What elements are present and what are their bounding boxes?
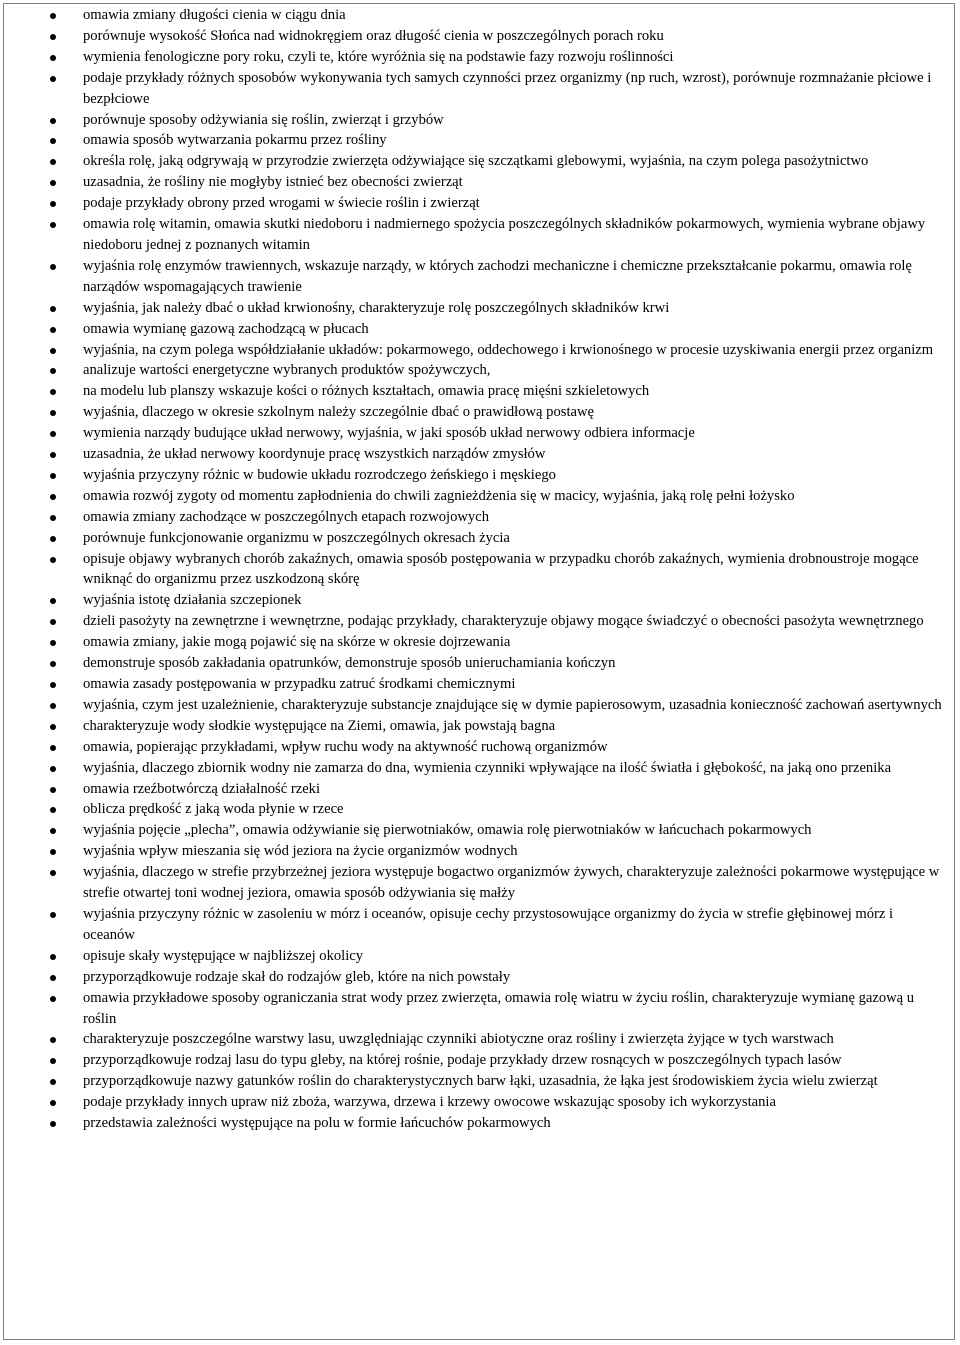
bullet-icon <box>50 306 56 312</box>
bullet-icon <box>50 536 56 542</box>
list-item-text: opisuje skały występujące w najbliższej okolicy <box>83 947 364 964</box>
list-item <box>0 1092 950 1113</box>
bullet-icon <box>50 410 56 416</box>
list-item <box>0 444 950 465</box>
bullet-icon <box>50 724 56 730</box>
bullet-icon <box>50 76 56 82</box>
bullet-icon <box>50 682 56 688</box>
bullet-icon <box>50 327 56 333</box>
bullet-icon <box>50 431 56 437</box>
bullet-icon <box>50 138 56 144</box>
list-item <box>0 298 950 319</box>
list-item <box>0 1050 950 1071</box>
list-item-text: na modelu lub planszy wskazuje kości o różnych kształtach, omawia pracę mięśni szkieletowych <box>83 383 650 400</box>
bullet-icon <box>50 975 56 981</box>
bullet-icon <box>50 348 56 354</box>
bullet-icon <box>50 807 56 813</box>
list-item-text: porównuje funkcjonowanie organizmu w poszczególnych okresach życia <box>83 529 510 546</box>
list-item <box>0 507 950 528</box>
list-item-text: wyjaśnia, na czym polega współdziałanie układów: pokarmowego, oddechowego i krwionośnego w procesie uzyskiwania energii przez organizm <box>83 341 934 358</box>
list-item-text: wymienia fenologiczne pory roku, czyli te, które wyróżnia się na podstawie fazy rozwoju roślinności <box>83 48 674 65</box>
list-item-text: omawia wymianę gazową zachodzącą w płucach <box>83 320 369 337</box>
list-item <box>0 214 950 256</box>
list-item <box>0 862 950 904</box>
bullet-icon <box>50 118 56 124</box>
list-item <box>0 465 950 486</box>
bullet-icon <box>50 1121 56 1127</box>
list-item <box>0 402 950 423</box>
bullet-icon <box>50 1037 56 1043</box>
bullet-icon <box>50 619 56 625</box>
list-item-text: wyjaśnia, czym jest uzależnienie, charakteryzuje substancje znajdujące się w dymie papierosowym, uzasadnia konieczność zachowań asertywnych <box>83 696 942 713</box>
list-item <box>0 151 950 172</box>
list-item-text: omawia rzeźbotwórczą działalność rzeki <box>83 780 321 797</box>
list-item <box>0 611 950 632</box>
bullet-icon <box>50 13 56 19</box>
list-item <box>0 737 950 758</box>
list-item-text: omawia przykładowe sposoby ograniczania strat wody przez zwierzęta, omawia rolę wiatru w życiu roślin, charakteryzuje wymianę gazową u roślin <box>83 989 915 1027</box>
bullet-icon <box>50 954 56 960</box>
bullet-icon <box>50 1079 56 1085</box>
list-item <box>0 695 950 716</box>
list-item-text: przedstawia zależności występujące na polu w formie łańcuchów pokarmowych <box>83 1115 551 1132</box>
list-item <box>0 1071 950 1092</box>
list-item-text: wymienia narządy budujące układ nerwowy, wyjaśnia, w jaki sposób układ nerwowy odbiera informacje <box>83 425 695 442</box>
bullet-icon <box>50 870 56 876</box>
list-item-text: wyjaśnia przyczyny różnic w budowie układu rozrodczego żeńskiego i męskiego <box>83 466 556 483</box>
list-item-text: dzieli pasożyty na zewnętrzne i wewnętrzne, podając przykłady, charakteryzuje objawy mogące świadczyć o obecności pasożyta wewnętrznego <box>83 613 924 630</box>
list-item-text: analizuje wartości energetyczne wybranych produktów spożywczych, <box>83 362 491 379</box>
bullet-icon <box>50 661 56 667</box>
list-item <box>0 193 950 214</box>
bullet-icon <box>50 389 56 395</box>
list-item-text: omawia, popierając przykładami, wpływ ruchu wody na aktywność ruchową organizmów <box>83 738 608 755</box>
bullet-icon <box>50 912 56 918</box>
list-item-text: przyporządkowuje rodzaj lasu do typu gleby, na której rośnie, podaje przykłady drzew rosnących w poszczególnych typach lasów <box>83 1052 842 1069</box>
list-item <box>0 967 950 988</box>
list-item <box>0 172 950 193</box>
bullet-list <box>0 5 950 1134</box>
list-item-text: wyjaśnia pojęcie „plecha”, omawia odżywianie się pierwotniaków, omawia rolę pierwotniaków w łańcuchach pokarmowych <box>83 822 812 839</box>
list-item-text: opisuje objawy wybranych chorób zakaźnych, omawia sposób postępowania w przypadku chorób zakaźnych, wymienia drobnoustroje mogące wniknąć do organizmu przez uszkodzoną skórę <box>83 550 919 588</box>
bullet-icon <box>50 996 56 1002</box>
list-item-text: omawia rozwój zygoty od momentu zapłodnienia do chwili zagnieżdżenia się w macicy, wyjaśnia, jaką rolę pełni łożysko <box>83 487 795 504</box>
list-item-text: przyporządkowuje rodzaje skał do rodzajów gleb, które na nich powstały <box>83 968 511 985</box>
list-item <box>0 26 950 47</box>
list-item <box>0 423 950 444</box>
list-item <box>0 716 950 737</box>
list-item-text: wyjaśnia istotę działania szczepionek <box>83 592 302 609</box>
list-item-text: wyjaśnia wpływ mieszania się wód jeziora na życie organizmów wodnych <box>83 843 518 860</box>
list-item-text: charakteryzuje wody słodkie występujące na Ziemi, omawia, jak powstają bagna <box>83 717 556 734</box>
list-item-text: charakteryzuje poszczególne warstwy lasu, uwzględniając czynniki abiotyczne oraz rośliny i zwierzęta żyjące w tych warstwach <box>83 1031 834 1048</box>
list-item <box>0 549 950 591</box>
bullet-icon <box>50 828 56 834</box>
list-item <box>0 68 950 110</box>
list-item <box>0 528 950 549</box>
list-item-text: uzasadnia, że rośliny nie mogłyby istnieć bez obecności zwierząt <box>83 174 463 191</box>
bullet-icon <box>50 222 56 228</box>
list-item <box>0 779 950 800</box>
list-item-text: wyjaśnia rolę enzymów trawiennych, wskazuje narządy, w których zachodzi mechaniczne i chemiczne przekształcanie pokarmu, omawia rolę narządów wspomagających trawienie <box>83 257 912 295</box>
list-item <box>0 1029 950 1050</box>
bullet-icon <box>50 640 56 646</box>
bullet-icon <box>50 1058 56 1064</box>
bullet-icon <box>50 1100 56 1106</box>
list-item-text: porównuje wysokość Słońca nad widnokręgiem oraz długość cienia w poszczególnych porach roku <box>83 27 664 44</box>
bullet-icon <box>50 494 56 500</box>
list-item <box>0 799 950 820</box>
list-item-text: przyporządkowuje nazwy gatunków roślin do charakterystycznych barw łąki, uzasadnia, że łąka jest środowiskiem życia wielu zwierząt <box>83 1073 878 1090</box>
bullet-icon <box>50 55 56 61</box>
list-item-text: wyjaśnia, dlaczego w strefie przybrzeżnej jeziora występuje bogactwo organizmów żywych, charakteryzuje zależności pokarmowe występujące w strefie otwartej toni wodnej jeziora, omawia sposób odżywiania się małży <box>83 864 940 902</box>
list-item-text: omawia zmiany, jakie mogą pojawić się na skórze w okresie dojrzewania <box>83 634 511 651</box>
list-item-text: wyjaśnia, dlaczego zbiornik wodny nie zamarza do dna, wymienia czynniki wpływające na ilość światła i głębokość, na jaką ono przenika <box>83 759 892 776</box>
list-item <box>0 674 950 695</box>
list-item-text: omawia zmiany długości cienia w ciągu dnia <box>83 7 346 23</box>
list-item <box>0 946 950 967</box>
list-item-text: określa rolę, jaką odgrywają w przyrodzie zwierzęta odżywiające się szczątkami glebowymi, wyjaśnia, na czym polega pasożytnictwo <box>83 153 869 170</box>
list-item <box>0 256 950 298</box>
list-item <box>0 988 950 1030</box>
list-item-text: porównuje sposoby odżywiania się roślin, zwierząt i grzybów <box>83 111 444 128</box>
list-item <box>0 486 950 507</box>
bullet-icon <box>50 473 56 479</box>
bullet-icon <box>50 201 56 207</box>
bullet-icon <box>50 452 56 458</box>
list-item-text: podaje przykłady różnych sposobów wykonywania tych samych czynności przez organizmy (np ruch, wzrost), porównuje rozmnażanie płciowe i bezpłciowe <box>83 69 932 107</box>
bullet-icon <box>50 34 56 40</box>
list-item <box>0 360 950 381</box>
list-item <box>0 340 950 361</box>
list-item-text: wyjaśnia przyczyny różnic w zasoleniu w mórz i oceanów, opisuje cechy przystosowujące organizmy do życia w strefie głębinowej mórz i oceanów <box>83 905 894 943</box>
list-item-text: omawia zmiany zachodzące w poszczególnych etapach rozwojowych <box>83 508 490 525</box>
list-item-text: wyjaśnia, dlaczego w okresie szkolnym należy szczególnie dbać o prawidłową postawę <box>83 404 595 421</box>
bullet-icon <box>50 264 56 270</box>
list-item-text: wyjaśnia, jak należy dbać o układ krwionośny, charakteryzuje rolę poszczególnych składników krwi <box>83 299 670 316</box>
list-item <box>0 1113 950 1134</box>
bullet-icon <box>50 766 56 772</box>
bullet-icon <box>50 368 56 374</box>
list-item <box>0 130 950 151</box>
list-item <box>0 653 950 674</box>
bullet-icon <box>50 598 56 604</box>
list-item <box>0 590 950 611</box>
bullet-icon <box>50 745 56 751</box>
list-item <box>0 110 950 131</box>
list-item <box>0 319 950 340</box>
list-item-text: omawia rolę witamin, omawia skutki niedoboru i nadmiernego spożycia poszczególnych składników pokarmowych, wymienia wybrane objawy niedoboru jednej z poznanych witamin <box>83 216 926 253</box>
list-item <box>0 758 950 779</box>
list-item <box>0 381 950 402</box>
bullet-icon <box>50 180 56 186</box>
list-item <box>0 904 950 946</box>
bullet-icon <box>50 515 56 521</box>
bullet-icon <box>50 703 56 709</box>
list-item <box>0 841 950 862</box>
list-item-text: omawia zasady postępowania w przypadku zatruć środkami chemicznymi <box>83 676 516 692</box>
list-item <box>0 632 950 653</box>
list-item-text: podaje przykłady innych upraw niż zboża, warzywa, drzewa i krzewy owocowe wskazując sposoby ich wykorzystania <box>83 1094 776 1111</box>
bullet-icon <box>50 787 56 793</box>
list-item-text: demonstruje sposób zakładania opatrunków, demonstruje sposób unieruchamiania kończyn <box>83 655 616 672</box>
list-item-text: uzasadnia, że układ nerwowy koordynuje pracę wszystkich narządów zmysłów <box>83 446 546 463</box>
bullet-icon <box>50 159 56 165</box>
list-item-text: podaje przykłady obrony przed wrogami w świecie roślin i zwierząt <box>83 195 480 212</box>
list-item <box>0 5 950 26</box>
list-item <box>0 820 950 841</box>
list-item <box>0 47 950 68</box>
list-item-text: oblicza prędkość z jaką woda płynie w rzece <box>83 801 344 818</box>
bullet-icon <box>50 557 56 563</box>
list-item-text: omawia sposób wytwarzania pokarmu przez rośliny <box>83 132 387 149</box>
bullet-icon <box>50 849 56 855</box>
